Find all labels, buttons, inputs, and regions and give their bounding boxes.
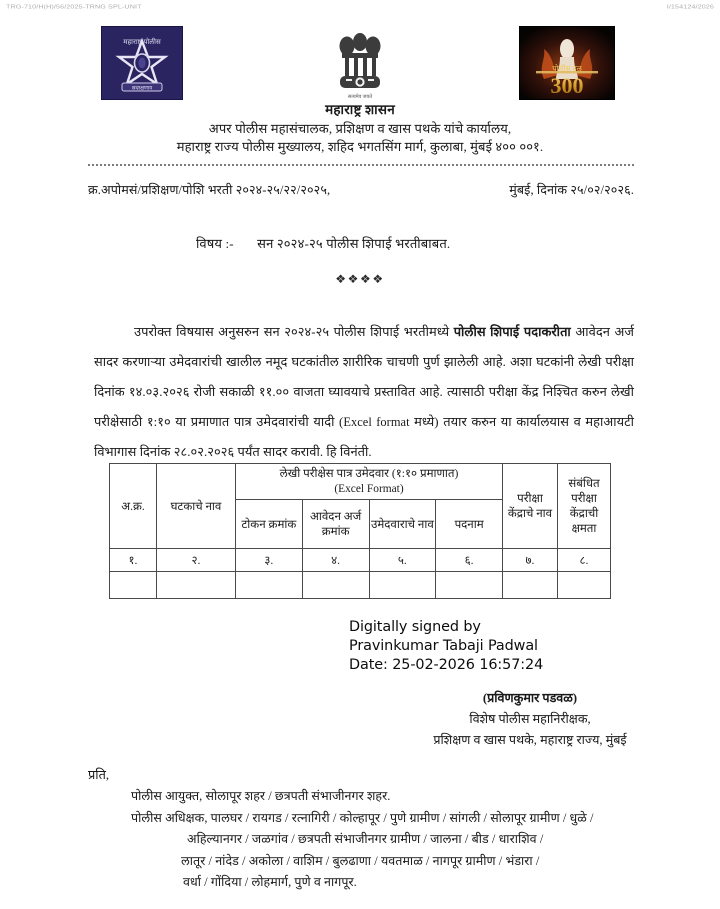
scan-header-right-code: I/154124/2026 (666, 2, 714, 11)
cell-application-number[interactable] (302, 572, 369, 599)
colnum-4: ४. (302, 549, 369, 572)
subject-line (196, 234, 450, 252)
signatory-designation: विशेष पोलीस महानिरीक्षक, (469, 712, 591, 726)
header-group-eligible-candidates (236, 464, 503, 500)
digital-signature-signer-name: Pravinkumar Tabaji Padwal (349, 638, 538, 654)
subject-label: विषय :- (196, 236, 234, 251)
table-row[interactable] (110, 572, 611, 599)
cell-token-number[interactable] (236, 572, 303, 599)
cell-unit-name[interactable] (157, 572, 236, 599)
recipients-list (131, 786, 651, 894)
police-300-anniversary-logo (519, 26, 615, 100)
header-group-subtitle: (Excel Format) (334, 483, 404, 496)
header-post-designation: पदनाम (436, 500, 503, 549)
table-column-number-row (110, 549, 611, 572)
signatory-office: प्रशिक्षण व खास पथके, महाराष्ट्र राज्य, मुंबई (433, 733, 627, 747)
header-application-number: आवेदन अर्ज क्रमांक (302, 500, 369, 549)
body-paragraph (94, 317, 634, 467)
reference-line (88, 181, 634, 198)
logo-row (0, 26, 720, 108)
government-title: महाराष्ट्र शासन (325, 102, 395, 117)
svg-text:सत्यमेव जयते: सत्यमेव जयते (347, 95, 373, 100)
svg-text:पोलीस दल: पोलीस दल (552, 64, 582, 73)
recipient-line-commissioners: पोलीस आयुक्त, सोलापूर शहर / छत्रपती संभाजीनगर शहर. (131, 789, 391, 803)
eligible-candidates-table-wrapper (109, 463, 611, 599)
cell-serial[interactable] (110, 572, 157, 599)
header-unit-name: घटकाचे नाव (157, 464, 236, 549)
signatory-block (380, 688, 680, 751)
signatory-name: (प्रविणकुमार पडवळ) (482, 691, 578, 705)
office-line-2: महाराष्ट्र राज्य पोलीस मुख्यालय, शहिद भगतसिंग मार्ग, कुलाबा, मुंबई ४०० ००१. (176, 139, 544, 155)
colnum-2: २. (157, 549, 236, 572)
scan-header-left-code: TRG-710/H(H)/56/2025-TRNG SPL-UNIT (6, 2, 142, 11)
cell-post-designation[interactable] (436, 572, 503, 599)
eligible-candidates-table (109, 463, 611, 599)
reference-number: क्र.अपोमसं/प्रशिक्षण/पोशि भरती २०२४-२५/२२/२०२५, (88, 183, 331, 197)
ashoka-emblem-logo (332, 26, 388, 106)
header-serial-number: अ.क्र. (110, 464, 157, 549)
recipient-line-continued-2: लातूर / नांदेड / अकोला / वाशिम / बुलढाणा / यवतमाळ / नागपूर ग्रामीण / भंडारा / (181, 853, 540, 868)
svg-text:300: 300 (550, 73, 584, 98)
ornament-separator: ❖❖❖❖ (335, 272, 385, 286)
header-candidate-name: उमेदवाराचे नाव (369, 500, 436, 549)
colnum-8: ८. (558, 549, 611, 572)
table-header-row-top (110, 464, 611, 500)
digital-signature-line-1: Digitally signed by (349, 619, 481, 635)
cell-exam-center-name[interactable] (503, 572, 558, 599)
header-exam-center-name: परीक्षा केंद्राचे नाव (503, 464, 558, 549)
body-segment-2: आवेदन अर्ज सादर करणाऱ्या उमेदवारांची खालील नमूद घटकांतील शारीरिक चाचणी पुर्ण झालेली आहे. अशा घटकांनी लेखी परीक्षा दिनांक १४.०३.२०२६ रोजी सकाळी ११.०० वाजता घ्यावयाचे प्रस्तावित आहे. त्यासाठी परीक्षा केंद्र निश्चित करुन लेखी परीक्षेसाठी १:१० या प्रमाणात पात्र उमेदवारांची यादी ( (94, 324, 634, 429)
header-token-number: टोकन क्रमांक (236, 500, 303, 549)
digital-signature-block (349, 618, 543, 675)
subject-text: सन २०२४-२५ पोलीस शिपाई भरतीबाबत. (257, 236, 451, 251)
body-segment-3: मध्ये) तयार करुन या कार्यालयास व महाआयटी विभागास दिनांक २८.०२.२०२६ पर्यंत सादर करावी. हि विनंती. (94, 414, 634, 459)
body-segment-1: उपरोक्त विषयास अनुसरुन सन २०२४-२५ पोलीस शिपाई भरतीमध्ये (134, 324, 454, 339)
recipients-label: प्रति, (88, 768, 110, 782)
body-excel-format-term: Excel format (343, 414, 410, 429)
recipient-line-superintendents: पोलीस अधिक्षक, पालघर / रायगड / रत्नागिरी / कोल्हापूर / पुणे ग्रामीण / सांगली / सोलापूर ग्रामीण / धुळे / (131, 810, 594, 825)
recipient-line-continued-3: वर्धा / गोंदिया / लोहमार्ग, पुणे व नागपूर. (183, 875, 357, 889)
colnum-7: ७. (503, 549, 558, 572)
svg-text:सदरक्षणाय: सदरक्षणाय (131, 85, 153, 92)
office-line-1: अपर पोलीस महासंचालक, प्रशिक्षण व खास पथके यांचे कार्यालय, (208, 120, 512, 136)
recipient-line-continued-1: अहिल्यानगर / जळगांव / छत्रपती संभाजीनगर ग्रामीण / जालना / बीड / धाराशिव / (187, 832, 544, 846)
colnum-3: ३. (236, 549, 303, 572)
place-and-date: मुंबई, दिनांक २५/०२/२०२६. (509, 183, 634, 197)
header-group-title: लेखी परीक्षेस पात्र उमेदवार (१:१० प्रमाणात) (279, 467, 459, 480)
maharashtra-police-logo (101, 26, 183, 100)
scan-header-strip (0, 0, 720, 13)
digital-signature-date: Date: 25-02-2026 16:57:24 (349, 657, 544, 673)
colnum-6: ६. (436, 549, 503, 572)
cell-exam-center-capacity[interactable] (558, 572, 611, 599)
svg-text:महाराष्ट्र पोलीस: महाराष्ट्र पोलीस (123, 38, 161, 46)
document-heading (0, 100, 720, 157)
cell-candidate-name[interactable] (369, 572, 436, 599)
dotted-divider (88, 164, 634, 168)
colnum-1: १. (110, 549, 157, 572)
header-exam-center-capacity: संबंधित परीक्षा केंद्राची क्षमता (558, 464, 611, 549)
body-bold-post-name: पोलीस शिपाई पदाकरीता (453, 324, 571, 339)
colnum-5: ५. (369, 549, 436, 572)
